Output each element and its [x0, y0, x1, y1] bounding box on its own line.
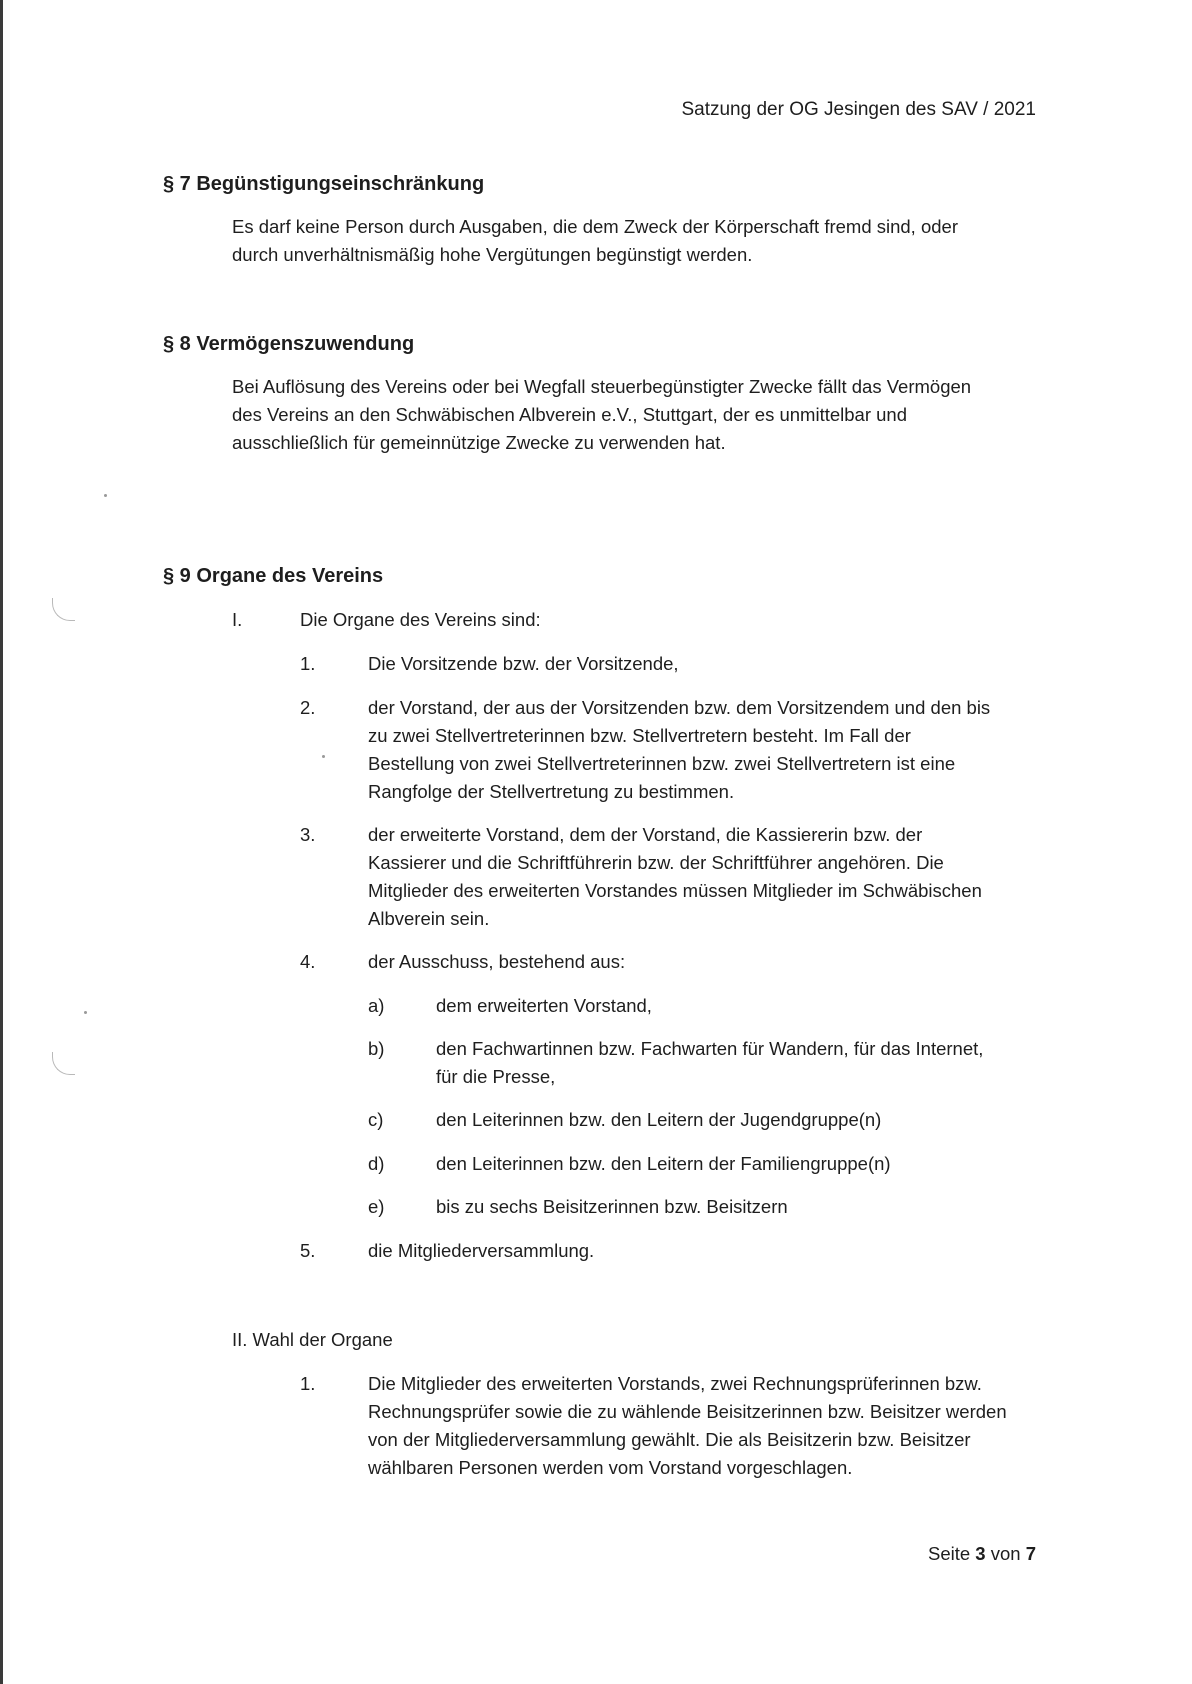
sub-item-line: dem erweiterten Vorstand, [436, 995, 652, 1016]
list-item-line: Rechnungsprüfer sowie die zu wählende Beisitzerinnen bzw. Beisitzer werden [368, 1401, 1007, 1422]
paragraph-line: durch unverhältnismäßig hohe Vergütungen begünstigt werden. [232, 244, 753, 265]
paragraph-line: Bei Auflösung des Vereins oder bei Wegfall steuerbegünstigter Zwecke fällt das Vermögen [232, 376, 972, 397]
section-9-heading: § 9 Organe des Vereins [163, 565, 384, 587]
page-number-total: 7 [1025, 1543, 1036, 1564]
sub-item-line: den Leiterinnen bzw. den Leitern der Familiengruppe(n) [436, 1153, 891, 1174]
section-8-heading: § 8 Vermögenszuwendung [163, 333, 415, 355]
list-item-line: zu zwei Stellvertreterinnen bzw. Stellvertretern besteht. Im Fall der [368, 725, 911, 746]
sub-item-letter: e) [368, 1196, 385, 1217]
page-number [928, 1542, 1036, 1566]
page-number-current: 3 [975, 1543, 986, 1564]
scan-speck [84, 1011, 87, 1014]
list-item-number: 3. [300, 824, 316, 845]
list-item-line: die Mitgliederversammlung. [368, 1240, 595, 1261]
list-item-line: Rangfolge der Stellvertretung zu bestimmen. [368, 781, 735, 802]
sub-item [436, 992, 652, 1020]
sub-item [436, 1193, 788, 1221]
list-item-number: 4. [300, 951, 316, 972]
paragraph-line: Es darf keine Person durch Ausgaben, die dem Zweck der Körperschaft fremd sind, oder [232, 216, 958, 237]
list-item-line: Bestellung von zwei Stellvertreterinnen bzw. zwei Stellvertretern ist eine [368, 753, 956, 774]
list-item-line: der Ausschuss, bestehend aus: [368, 951, 626, 972]
sub-item-line: den Fachwartinnen bzw. Fachwarten für Wandern, für das Internet, [436, 1038, 984, 1059]
list-item-number: 2. [300, 697, 316, 718]
sub-item-line: bis zu sechs Beisitzerinnen bzw. Beisitzern [436, 1196, 788, 1217]
sub-item-line: den Leiterinnen bzw. den Leitern der Jugendgruppe(n) [436, 1109, 882, 1130]
paragraph-line: ausschließlich für gemeinnützige Zwecke zu verwenden hat. [232, 432, 726, 453]
list-item-line: Mitglieder des erweiterten Vorstandes müssen Mitglieder im Schwäbischen [368, 880, 982, 901]
section-7-paragraph [232, 213, 958, 269]
list-item [368, 821, 982, 933]
sub-item-letter: c) [368, 1109, 384, 1130]
scan-speck [104, 494, 107, 497]
list-item-line: der erweiterte Vorstand, dem der Vorstand, die Kassiererin bzw. der [368, 824, 923, 845]
list-item-number: 5. [300, 1240, 316, 1261]
list-item [368, 650, 679, 678]
sub-item-letter: b) [368, 1038, 385, 1059]
part-1-number: I. [232, 609, 243, 630]
sub-item-letter: d) [368, 1153, 385, 1174]
list-item [368, 948, 625, 976]
list-item [368, 1237, 594, 1265]
list-item-number: 1. [300, 653, 316, 674]
scan-speck [322, 755, 325, 758]
section-8-paragraph [232, 373, 971, 457]
paragraph-line: des Vereins an den Schwäbischen Albverein e.V., Stuttgart, der es unmittelbar und [232, 404, 907, 425]
list-item-line: Die Mitglieder des erweiterten Vorstands, zwei Rechnungsprüferinnen bzw. [368, 1373, 982, 1394]
section-7-heading: § 7 Begünstigungseinschränkung [163, 173, 485, 195]
list-item-line: von der Mitgliederversammlung gewählt. Die als Beisitzerin bzw. Beisitzer [368, 1429, 971, 1450]
scan-border [0, 0, 3, 1684]
list-item [368, 694, 990, 806]
sub-item-letter: a) [368, 995, 385, 1016]
list-item-line: Albverein sein. [368, 908, 490, 929]
sub-item-line: für die Presse, [436, 1066, 556, 1087]
list-item [368, 1370, 1007, 1482]
part-1-intro: Die Organe des Vereins sind: [300, 609, 541, 630]
punch-hole-mark [52, 598, 75, 621]
list-item-number: 1. [300, 1373, 316, 1394]
sub-item [436, 1106, 881, 1134]
list-item-line: der Vorstand, der aus der Vorsitzenden bzw. dem Vorsitzendem und den bis [368, 697, 991, 718]
page-number-middle: von [985, 1543, 1026, 1564]
sub-item [436, 1150, 891, 1178]
sub-item [436, 1035, 983, 1091]
part-2-heading: II. Wahl der Organe [232, 1329, 393, 1350]
list-item-line: Kassierer und die Schriftführerin bzw. der Schriftführer angehören. Die [368, 852, 944, 873]
list-item-line: Die Vorsitzende bzw. der Vorsitzende, [368, 653, 679, 674]
list-item-line: wählbaren Personen werden vom Vorstand vorgeschlagen. [368, 1457, 853, 1478]
page-header: Satzung der OG Jesingen des SAV / 2021 [681, 99, 1036, 120]
page-number-prefix: Seite [927, 1543, 976, 1564]
punch-hole-mark [52, 1052, 75, 1075]
